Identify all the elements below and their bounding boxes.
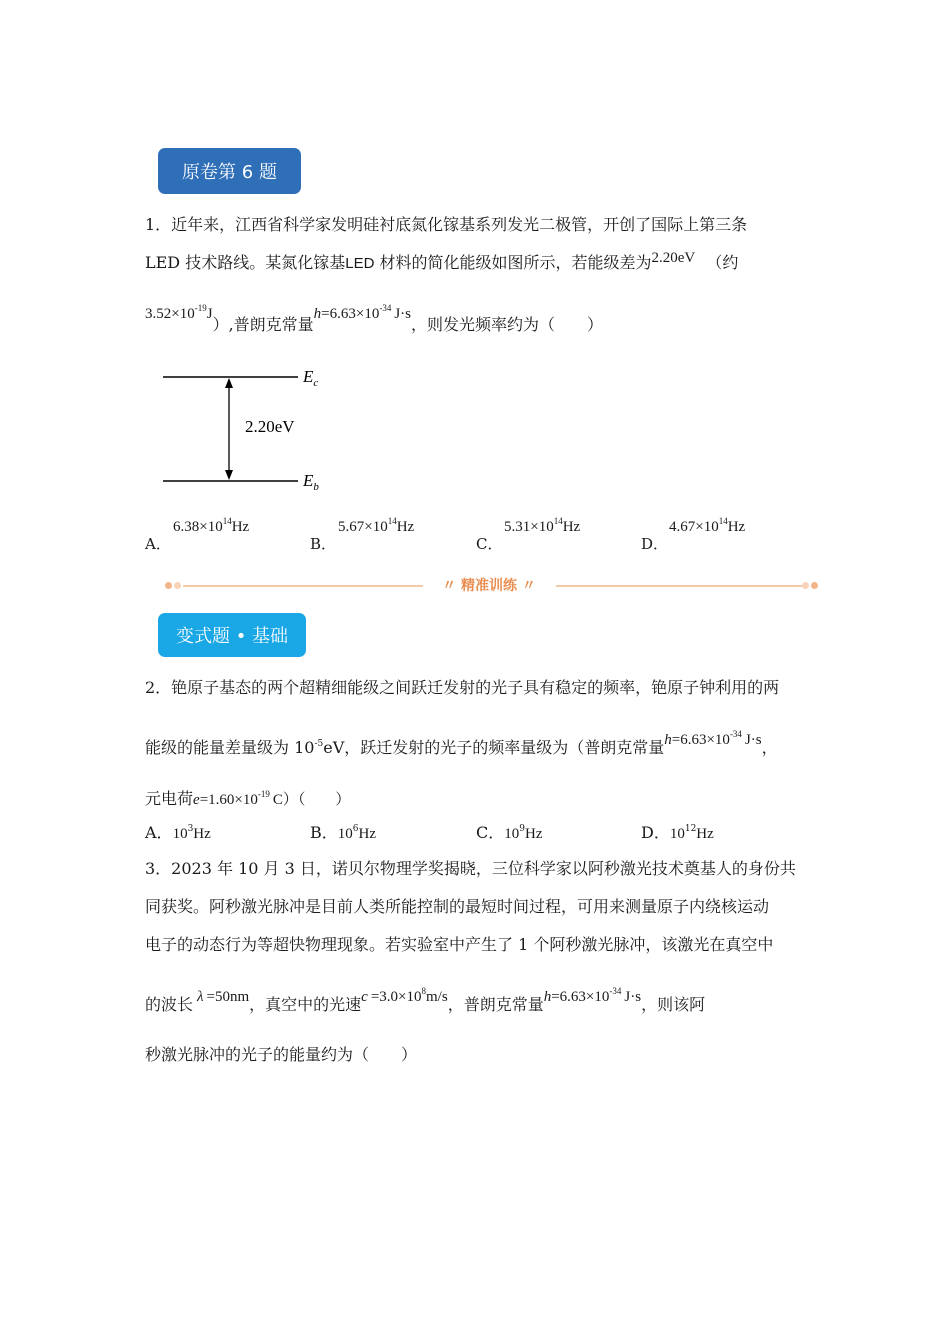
q2-option-a[interactable]: A．$10^3Hz$ <box>145 823 211 842</box>
q3-line-4: 的波长 λ =50nm，真空中的光速$c =3.0\times 10^8m/s$，普朗克常量$h=6.63\times 10^{-34}$ J·s，则该阿 <box>145 986 706 1014</box>
q1-text: （约 <box>706 253 739 272</box>
level-label-eb: $E_b$ <box>303 471 319 493</box>
q1-text: 材料的简化能级如图所示，若能级差为 <box>374 253 652 272</box>
q1-option-a[interactable]: A． $6.38\times 10^{14}Hz$ <box>145 516 250 553</box>
q3-line-3: 电子的动态行为等超快物理现象。若实验室中产生了 1 个阿秒激光脉冲，该激光在真空中 <box>145 935 774 954</box>
q1-line-2 <box>145 250 738 273</box>
q3-planck: $h=6.63\times 10^{-34}$ J·s <box>543 986 642 1005</box>
q3-wavelength: λ =50nm <box>197 989 250 1005</box>
q1-energy-gap: 2.20eV <box>651 250 696 266</box>
q2-planck: $h=6.63\times 10^{-34}$ J·s <box>664 729 762 748</box>
q3-line-5: 秒激光脉冲的光子的能量约为（ ） <box>145 1045 418 1064</box>
q1-option-d[interactable]: D． $4.67\times 10^{14}Hz$ <box>641 516 746 553</box>
divider-dot <box>811 582 818 589</box>
q2-line-1: 2．铯原子基态的两个超精细能级之间跃迁发射的光子具有稳定的频率，铯原子钟利用的两 <box>145 678 780 697</box>
q3-line-1: 3．2023 年 10 月 3 日，诺贝尔物理学奖揭晓，三位科学家以阿秒激光技术奠基人的身份共 <box>145 859 796 878</box>
divider-dot <box>165 582 172 589</box>
q1-line-1: 1．近年来，江西省科学家发明硅衬底氮化镓基系列发光二极管，开创了国际上第三条 <box>145 215 748 234</box>
divider-dot <box>802 582 809 589</box>
q2-option-c[interactable]: C．$10^9Hz$ <box>476 823 543 842</box>
original-question-badge-label: 原卷第 6 题 <box>182 162 277 183</box>
q2-line-3: 元电荷$e=1.60\times 10^{-19}$ C）（ ） <box>145 789 351 808</box>
q1-planck: $h=6.63\times 10^{-34}$ J·s <box>313 303 411 322</box>
q2-option-d[interactable]: D．$10^{12}Hz$ <box>641 823 714 842</box>
q1-option-c[interactable]: C． $5.31\times 10^{14}Hz$ <box>476 516 581 553</box>
arrow-head-down <box>225 470 233 480</box>
divider-label: 〃 精准训练 〃 <box>442 578 536 594</box>
arrow-head-up <box>225 378 233 388</box>
q1-text: ）,普朗克常量 <box>212 315 314 334</box>
level-label-ec: $E_c$ <box>303 367 319 389</box>
q1-text: ，则发光频率约为（ ） <box>411 315 604 334</box>
variant-question-badge <box>158 613 306 657</box>
q1-led: LED <box>345 255 375 272</box>
divider-dot <box>174 582 181 589</box>
q1-energy-joule: $3.52\times 10^{-19}J$ <box>145 303 213 322</box>
energy-level-diagram <box>160 360 340 500</box>
q3-line-2: 同获奖。阿秒激光脉冲是目前人类所能控制的最短时间过程，可用来测量原子内绕核运动 <box>145 897 770 916</box>
q1-text: LED 技术路线。某氮化镓基 <box>145 253 346 272</box>
q2-charge: $e=1.60\times 10^{-19}$ C）（ ） <box>193 789 351 808</box>
original-question-badge <box>158 148 301 194</box>
q1-option-b[interactable]: B． $5.67\times 10^{14}Hz$ <box>310 516 415 553</box>
gap-label: 2.20eV <box>245 417 295 436</box>
q1-line-3 <box>145 300 604 334</box>
variant-question-badge-label: 变式题 • 基础 <box>175 626 289 647</box>
divider-line-right <box>556 585 802 587</box>
q2-line-2: 能级的能量差量级为 $10^{-5}eV$，跃迁发射的光子的频率量级为（普朗克常量$h=6.63\times 10^{-34}$ J·s， <box>145 729 778 757</box>
divider-line-left <box>183 585 423 587</box>
q3-light-speed: $c =3.0\times 10^8m/s$ <box>361 986 448 1005</box>
q2-option-b[interactable]: B．$10^6Hz$ <box>310 823 376 842</box>
